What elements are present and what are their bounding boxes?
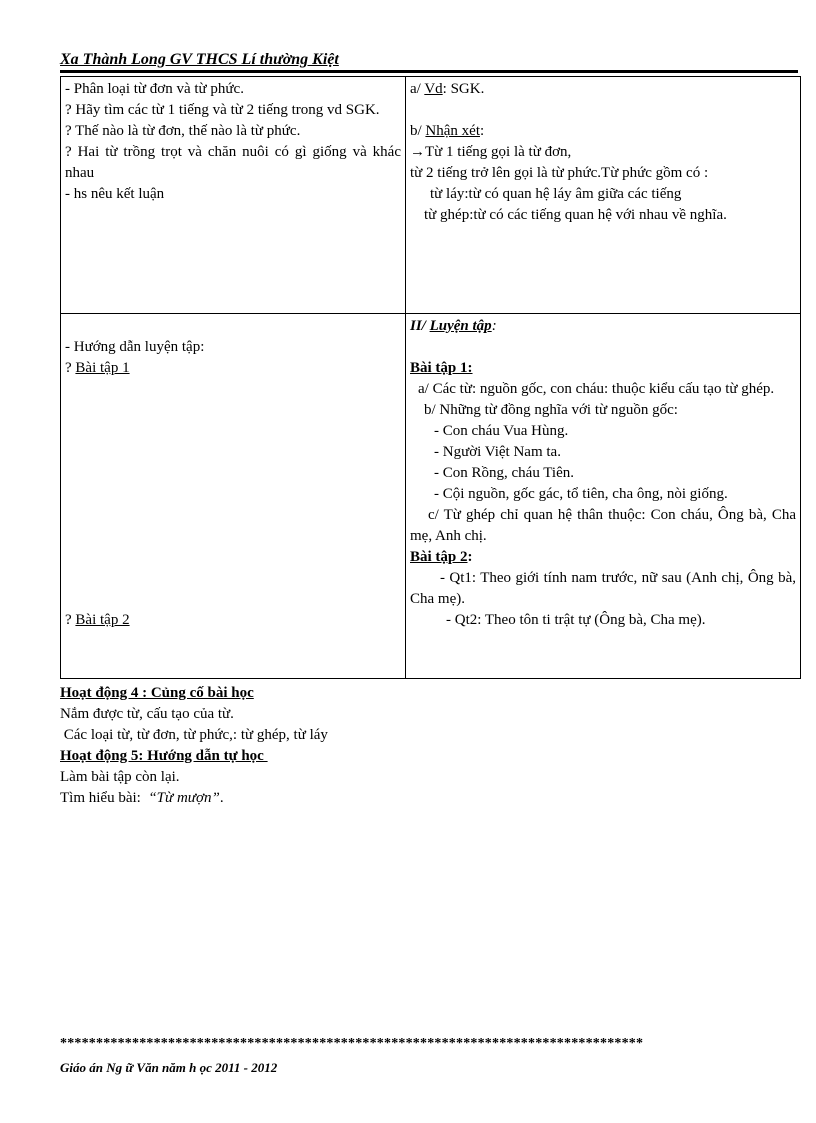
exercise-1-b: b/ Những từ đồng nghĩa với từ nguồn gốc: xyxy=(424,402,678,418)
activities-section xyxy=(60,683,800,809)
page-header: Xa Thành Long GV THCS Lí thường Kiệt xyxy=(60,51,339,68)
lesson-title: “Từ mượn” xyxy=(148,790,220,806)
study-prefix: Tìm hiểu bài: xyxy=(60,790,149,806)
remark-line: từ 2 tiếng trở lên gọi là từ phức.Từ phức gồm có : xyxy=(410,165,709,181)
exercise-1-a: a/ Các từ: nguồn gốc, con cháu: thuộc kiểu cấu tạo từ ghép. xyxy=(418,381,775,397)
example-prefix: a/ xyxy=(410,81,425,97)
remark-text: Từ 1 tiếng gọi là từ đơn, xyxy=(425,144,572,160)
exercise-1-question xyxy=(65,358,401,379)
list-item: - Con cháu Vua Hùng. xyxy=(434,423,569,439)
exercise-1-c: c/ Từ ghép chỉ quan hệ thân thuộc: Con cháu, Ông bà, Cha mẹ, Anh chị. xyxy=(410,507,796,544)
guide-line: - Hướng dẫn luyện tập: xyxy=(65,339,205,355)
activity-5-line xyxy=(60,788,800,809)
activity-4-line: Nắm được từ, cấu tạo của từ. xyxy=(60,706,234,722)
example-text: : SGK. xyxy=(442,81,485,97)
remark-line xyxy=(410,142,796,163)
list-item: - Cội nguồn, gốc gác, tổ tiên, cha ông, nòi giống. xyxy=(434,486,728,502)
activity-4-title: Hoạt động 4 : Củng cố bài học xyxy=(60,685,254,701)
exercise-2-question xyxy=(65,610,401,631)
teacher-activity-cell xyxy=(61,314,406,679)
arrow-icon: → xyxy=(410,144,425,160)
question-prefix: ? xyxy=(65,612,76,628)
section-colon: : xyxy=(491,318,497,334)
spacer xyxy=(65,379,401,610)
exercise-1-title: Bài tập 1: xyxy=(410,360,473,376)
remark-line: từ ghép:từ có các tiếng quan hệ với nhau về nghĩa. xyxy=(424,207,727,223)
activity-5-title: Hoạt động 5: Hướng dẫn tự học xyxy=(60,748,268,764)
study-suffix: . xyxy=(219,790,224,806)
example-label: Vd xyxy=(424,81,443,97)
header-rule xyxy=(60,70,798,73)
list-item: ? Thế nào là từ đơn, thế nào là từ phức. xyxy=(65,123,301,139)
teacher-activity-cell xyxy=(61,77,406,314)
separator-line: ********************************************************************************* xyxy=(60,1036,644,1051)
table-row xyxy=(61,77,801,314)
remark-line: từ láy:từ có quan hệ láy âm giữa các tiếng xyxy=(430,186,682,202)
remark-colon: : xyxy=(480,123,485,139)
content-cell xyxy=(406,77,801,314)
question-prefix: ? xyxy=(65,360,76,376)
spacer xyxy=(65,316,401,337)
spacer xyxy=(410,337,796,358)
content-cell xyxy=(406,314,801,679)
list-item: - Người Việt Nam ta. xyxy=(434,444,561,460)
table-row xyxy=(61,314,801,679)
lesson-table xyxy=(60,76,801,679)
question-label: Bài tập 1 xyxy=(75,360,130,376)
spacer xyxy=(410,100,796,121)
list-item: - Con Rồng, cháu Tiên. xyxy=(434,465,575,481)
exercise-2-colon: : xyxy=(467,549,473,565)
remark-label: Nhận xét xyxy=(425,123,480,139)
section-label: Luyện tập xyxy=(429,318,492,334)
list-item: - hs nêu kết luận xyxy=(65,186,165,202)
question-label: Bài tập 2 xyxy=(75,612,130,628)
activity-4-line: Các loại từ, từ đơn, từ phức,: từ ghép, từ láy xyxy=(60,727,328,743)
remark-heading xyxy=(410,121,796,142)
section-prefix: II/ xyxy=(410,318,430,334)
exercise-2-q1: - Qt1: Theo giới tính nam trước, nữ sau (Anh chị, Ông bà, Cha mẹ). xyxy=(410,570,796,607)
exercise-2-q2: - Qt2: Theo tôn ti trật tự (Ông bà, Cha mẹ). xyxy=(446,612,706,628)
list-item: ? Hai từ trồng trọt và chăn nuôi có gì giống và khác nhau xyxy=(65,144,401,181)
remark-prefix: b/ xyxy=(410,123,426,139)
section-title xyxy=(410,316,796,337)
activity-5-line: Làm bài tập còn lại. xyxy=(60,769,180,785)
list-item: - Phân loại từ đơn và từ phức. xyxy=(65,81,244,97)
exercise-2-label: Bài tập 2 xyxy=(410,549,468,565)
exercise-2-title xyxy=(410,547,796,568)
example-line xyxy=(410,79,796,100)
page-footer: Giáo án Ng ữ Văn năm h ọc 2011 - 2012 xyxy=(60,1060,278,1075)
list-item: ? Hãy tìm các từ 1 tiếng và từ 2 tiếng trong vd SGK. xyxy=(65,102,380,118)
